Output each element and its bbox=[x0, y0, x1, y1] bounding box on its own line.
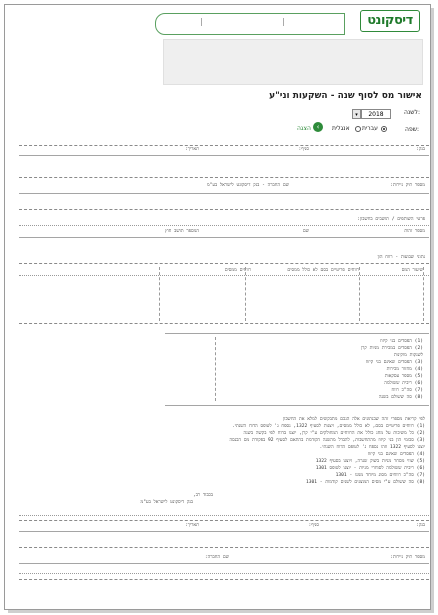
divider bbox=[19, 225, 429, 226]
window-shadow-bottom bbox=[8, 610, 434, 613]
language-label: שפה: bbox=[405, 126, 419, 133]
doc-note: (5) שווי מסחר מניות בשוק שגרה, ויוצגו בסעיף 1322 bbox=[315, 459, 425, 464]
doc-note: (8) סה ששולם ע"י מסים המוצגים לשנים קודמות - 1301 bbox=[305, 480, 425, 485]
nav-separator bbox=[283, 18, 284, 26]
summary-item: (8) סה ששולם בשנה bbox=[378, 395, 423, 400]
go-button-label[interactable]: הצגה bbox=[297, 125, 311, 132]
doc-note: לפי קריאת מספרי זהה שבנתונים אלה הנכם מתבקשים למלא את החשבון bbox=[283, 417, 425, 422]
footer-account-label: מספר תיק ניירות: bbox=[390, 555, 425, 560]
doc-note: יוצגו לסעיף 1322 וזהו נספח ג' לטופס הדוח השנתי. bbox=[319, 445, 425, 450]
doc-note: (2) כל משיבות על מחנ כולל את הרווחים המחולקים ע"י קרן, יוצגו בדוח לפי בקשה בשנה bbox=[243, 431, 425, 436]
radio-english-label: אנגלית bbox=[332, 125, 350, 132]
divider bbox=[19, 563, 429, 564]
doc-note: (7) סה"כ רווחים מסוג מיוחד ממנו - 1301 bbox=[335, 473, 425, 478]
footer-branch-label: סניף: bbox=[308, 523, 319, 528]
doc-gains-section: נתוני שבועות - רווח הון bbox=[377, 255, 425, 260]
year-select[interactable]: 2018 bbox=[361, 109, 391, 119]
doc-owner-id: מספר זהות bbox=[404, 229, 425, 234]
doc-col-gains2: רווחים ממסים bbox=[224, 268, 251, 273]
page-break bbox=[19, 515, 429, 516]
divider bbox=[165, 333, 429, 334]
summary-item: (2) הפסדים במכירת מניות קרן bbox=[360, 346, 423, 351]
doc-owners-label: פרטי השותפים / תושבים בחשבון: bbox=[357, 217, 425, 222]
divider bbox=[19, 193, 429, 194]
table-border bbox=[359, 267, 360, 321]
go-arrow-icon[interactable]: ‹ bbox=[313, 122, 323, 132]
summary-item: (7) סה"כ רווח bbox=[391, 388, 423, 393]
divider bbox=[165, 405, 429, 406]
doc-account-label: מספר תיק ניירות: bbox=[390, 183, 425, 188]
chevron-down-icon[interactable]: ▾ bbox=[352, 109, 361, 119]
doc-note: (3) סכומי הון בני קיזוז מהתחשבות, להבדל מהשנה הקודמת בהתאם לסעיף 92 בפקודת מס הכנסה bbox=[229, 438, 425, 443]
table-border bbox=[423, 267, 424, 321]
doc-note: (1) רווחים פריטיים בסם, לא כולל ממסים, ויצגות לסעיף 1322, נספח ג' לטופס הדוח השנתי. bbox=[232, 424, 425, 429]
doc-branch-label: סניף: bbox=[298, 147, 309, 152]
nav-separator bbox=[201, 18, 202, 26]
bank-logo[interactable]: דיסקונט bbox=[360, 10, 420, 32]
doc-col-rate: שיעור המס bbox=[401, 268, 423, 273]
table-border bbox=[159, 267, 160, 321]
doc-col-gains: רווחים פריטיים בסם לא כולל ממסים bbox=[287, 268, 359, 273]
divider bbox=[19, 177, 429, 178]
summary-item: (1) הפסדים בני קיזוז bbox=[380, 339, 423, 344]
table-border bbox=[245, 267, 246, 321]
year-label: לשנה: bbox=[403, 109, 420, 116]
divider bbox=[19, 145, 429, 146]
divider bbox=[19, 520, 429, 521]
divider bbox=[19, 263, 429, 264]
doc-note: (4) הפסדים שאינם בני קיזוז bbox=[367, 452, 425, 457]
banner-area bbox=[163, 39, 423, 85]
doc-note: (6) ריבית ששולמה לסוחרי מניות - יוצגו לטופס 1301 bbox=[315, 466, 425, 471]
summary-item: (6) ריבית ששולמה bbox=[384, 381, 423, 386]
report-window bbox=[4, 4, 431, 610]
divider bbox=[19, 209, 429, 210]
divider bbox=[19, 579, 429, 580]
divider bbox=[19, 573, 429, 574]
footer-date-label: תאריך: bbox=[184, 523, 199, 528]
window-shadow-right bbox=[431, 8, 434, 612]
doc-owner-name: שם bbox=[302, 229, 309, 234]
doc-sign-name: בנק דיסקונט לישראל בע"מ bbox=[140, 500, 193, 505]
summary-item: לשנקות מוקינות bbox=[393, 353, 423, 358]
radio-hebrew[interactable] bbox=[381, 126, 387, 132]
footer-bank-label: בנק: bbox=[416, 523, 425, 528]
doc-date-label: תאריך: bbox=[184, 147, 199, 152]
summary-item: (5) מספר עסקאות bbox=[384, 374, 423, 379]
divider bbox=[19, 323, 429, 324]
doc-bank-label: בנק: bbox=[416, 147, 425, 152]
summary-item: (3) הפסדים שאינם בני קיזוז bbox=[365, 360, 423, 365]
top-nav-bar[interactable] bbox=[155, 13, 345, 35]
page-title: אישור מס לסוף שנה - השקעות וני"ע bbox=[269, 91, 422, 101]
divider bbox=[19, 155, 429, 156]
radio-hebrew-label: עברית bbox=[362, 125, 378, 132]
summary-item: (4) מחזור מכירות bbox=[386, 367, 423, 372]
radio-english[interactable] bbox=[355, 126, 361, 132]
tax-certificate-document bbox=[19, 143, 429, 610]
doc-tax-file: המספר תושב חוץ bbox=[165, 229, 199, 234]
divider bbox=[19, 275, 429, 276]
divider bbox=[19, 547, 429, 548]
doc-company-name: שם החברה - בנק דיסקונט לישראל בע"מ bbox=[206, 183, 289, 188]
divider bbox=[19, 531, 429, 532]
footer-name-label: שם החברה: bbox=[204, 555, 229, 560]
doc-sign-title: בכבוד רב, bbox=[192, 493, 213, 498]
divider bbox=[19, 237, 429, 238]
table-border bbox=[215, 337, 216, 401]
